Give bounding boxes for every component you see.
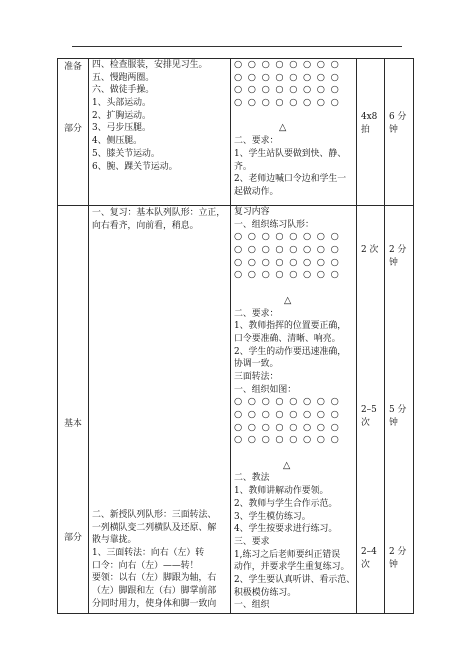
- content-line: 4、侧压腿。: [92, 136, 143, 147]
- blank-line: [234, 282, 356, 295]
- section-label-bottom: 部分: [64, 124, 82, 134]
- student-circle-icon: ○: [247, 409, 257, 420]
- method-line: 3、学生模仿练习。: [234, 511, 311, 522]
- formation-row: [234, 434, 356, 447]
- student-circle-icon: ○: [234, 59, 243, 70]
- formation-row: [234, 409, 356, 422]
- student-circle-icon: ○: [275, 269, 284, 281]
- content-cell: [89, 59, 231, 206]
- section-label-bottom: 部分: [64, 533, 82, 543]
- student-circle-icon: ○: [316, 256, 326, 268]
- student-circle-icon: ○: [261, 244, 270, 256]
- blank-line: [234, 110, 356, 123]
- duration-unit: 钟: [389, 417, 398, 428]
- reps-unit: 次: [361, 559, 370, 570]
- method-line: 4、学生按要求进行练习。: [234, 524, 338, 535]
- requirement-line: 口令要准确、清晰、响亮。: [234, 333, 341, 344]
- student-circle-icon: ○: [330, 97, 339, 109]
- content-line: 6、腕、踝关节运动。: [92, 161, 178, 172]
- student-circle-icon: ○: [289, 409, 298, 420]
- duration-value: 6 分: [389, 112, 407, 122]
- section-label-cell: [58, 206, 89, 614]
- duration-cell: [385, 206, 414, 614]
- student-circle-icon: ○: [316, 434, 326, 446]
- student-circle-icon: ○: [261, 97, 270, 109]
- reps-value: 2 次: [361, 245, 379, 255]
- student-circle-icon: ○: [302, 269, 312, 281]
- section-label-cell: [58, 59, 89, 206]
- student-circle-icon: ○: [261, 269, 270, 281]
- student-circle-icon: ○: [234, 396, 243, 408]
- duration-value: 2 分: [389, 547, 407, 557]
- content-line: （左）脚跟和左（右）脚掌前部: [92, 586, 217, 597]
- student-circle-icon: ○: [289, 396, 298, 408]
- student-circle-icon: ○: [247, 396, 257, 408]
- requirement-line: 1、教师指挥的位置要正确，: [234, 321, 347, 332]
- student-circle-icon: ○: [316, 231, 326, 243]
- student-circle-icon: ○: [302, 421, 312, 433]
- reps-cell: [357, 206, 385, 614]
- formation-row: [234, 396, 356, 409]
- student-circle-icon: ○: [302, 97, 312, 109]
- student-circle-icon: ○: [289, 244, 298, 256]
- student-circle-icon: ○: [261, 396, 270, 408]
- requirement-line: 2、老师边喊口令边和学生一: [234, 174, 347, 185]
- formation-row: [234, 231, 356, 244]
- formation-row: [234, 84, 356, 97]
- student-circle-icon: ○: [275, 244, 284, 256]
- student-circle-icon: ○: [275, 434, 284, 446]
- student-circle-icon: ○: [234, 421, 243, 433]
- organization-heading: 三面转法：: [234, 371, 279, 382]
- student-circle-icon: ○: [234, 97, 243, 109]
- content-line: 要领：以右（左）脚跟为轴，右: [92, 573, 217, 584]
- content-line: 散与靠拢。: [92, 535, 137, 546]
- student-circle-icon: ○: [289, 84, 298, 96]
- content-line: 二、新授队列队形：三面转法、: [92, 510, 217, 520]
- student-circle-icon: ○: [302, 256, 312, 268]
- basic-section-row: [58, 206, 414, 614]
- student-circle-icon: ○: [247, 71, 257, 83]
- student-circle-icon: ○: [261, 59, 270, 70]
- formation-row: [234, 257, 356, 270]
- method-line: 2、教师与学生合作示范。: [234, 498, 338, 509]
- section-label-top: 准备: [64, 62, 82, 72]
- student-circle-icon: ○: [289, 434, 298, 446]
- student-circle-icon: ○: [302, 434, 312, 446]
- student-circle-icon: ○: [289, 256, 298, 268]
- organization-cell: [231, 206, 357, 614]
- student-circle-icon: ○: [302, 71, 312, 83]
- student-circle-icon: ○: [275, 71, 284, 83]
- preparation-section-row: [58, 59, 414, 206]
- student-circle-icon: ○: [275, 84, 284, 96]
- student-circle-icon: ○: [289, 421, 298, 433]
- student-circle-icon: ○: [302, 231, 312, 243]
- organization-heading: 一、组织: [234, 600, 270, 611]
- content-line: 六、做徒手操。: [92, 85, 155, 96]
- student-circle-icon: ○: [247, 269, 257, 281]
- requirement-line: 齐。: [234, 161, 252, 172]
- method-line: 二、教法: [234, 473, 270, 484]
- new-lesson-block: [92, 509, 216, 611]
- content-line: 一、复习：基本队列队形：立正，: [92, 208, 226, 218]
- organization-cell: [231, 59, 357, 206]
- student-circle-icon: ○: [302, 59, 312, 70]
- requirement-line: 2、学生的动作要迅速准确，: [234, 346, 347, 357]
- content-line: 3、弓步压腿。: [92, 123, 151, 134]
- requirement-line: 起做动作。: [234, 186, 279, 197]
- content-line: 1、头部运动。: [92, 98, 151, 109]
- student-circle-icon: ○: [247, 231, 257, 243]
- requirement-line: 二、要求：: [234, 136, 279, 147]
- duration-value: 5 分: [389, 405, 407, 415]
- student-circle-icon: ○: [247, 256, 257, 268]
- student-circle-icon: ○: [330, 269, 339, 281]
- student-circle-icon: ○: [289, 71, 298, 83]
- student-circle-icon: ○: [247, 84, 257, 96]
- content-line: 分同时用力，使身体和脚一致向: [92, 598, 217, 609]
- student-circle-icon: ○: [330, 71, 339, 83]
- student-circle-icon: ○: [234, 231, 243, 243]
- student-circle-icon: ○: [261, 434, 270, 446]
- content-line: 5、膝关节运动。: [92, 148, 160, 159]
- blank-line: [234, 447, 356, 460]
- duration-unit: 钟: [389, 257, 398, 268]
- student-circle-icon: ○: [234, 244, 243, 256]
- student-circle-icon: ○: [275, 256, 284, 268]
- student-circle-icon: ○: [275, 396, 284, 408]
- formation-row: [234, 72, 356, 85]
- requirement-line: 1,练习之后老师要纠正错误: [234, 549, 341, 560]
- student-circle-icon: ○: [234, 434, 243, 446]
- student-circle-icon: ○: [289, 231, 298, 243]
- student-circle-icon: ○: [234, 71, 243, 83]
- formation-row: [234, 422, 356, 435]
- student-circle-icon: ○: [261, 231, 270, 243]
- student-circle-icon: ○: [302, 244, 312, 256]
- page-top-rule: [72, 46, 402, 47]
- student-circle-icon: ○: [247, 97, 257, 109]
- requirement-line: 2、学生要认真听讲、看示范、: [234, 574, 356, 585]
- student-circle-icon: ○: [247, 434, 257, 446]
- student-circle-icon: ○: [261, 256, 270, 268]
- requirement-line: 积极模仿练习。: [234, 587, 297, 598]
- student-circle-icon: ○: [234, 256, 243, 268]
- student-circle-icon: ○: [330, 59, 339, 70]
- student-circle-icon: ○: [316, 409, 326, 420]
- requirement-line: 1、学生站队要做到快、静、: [234, 148, 347, 159]
- student-circle-icon: ○: [316, 71, 326, 83]
- duration-value: 2 分: [389, 245, 407, 255]
- reps-unit: 次: [361, 417, 370, 428]
- student-circle-icon: ○: [247, 59, 257, 70]
- formation-row: [234, 59, 356, 72]
- content-line: 四、检查服装，安排见习生。: [92, 60, 208, 70]
- student-circle-icon: ○: [275, 231, 284, 243]
- content-line: 1、三面转法：向右（左）转: [92, 548, 205, 559]
- student-circle-icon: ○: [275, 97, 284, 109]
- formation-row: [234, 269, 356, 282]
- content-line: 口令：向右（左）——转！: [92, 560, 199, 571]
- student-circle-icon: ○: [261, 421, 270, 433]
- student-circle-icon: ○: [302, 409, 312, 420]
- requirement-line: 二、要求：: [234, 308, 279, 319]
- student-circle-icon: ○: [330, 409, 339, 420]
- organization-heading: 复习内容: [234, 207, 270, 217]
- content-line: 向右看齐，向前看，稍息。: [92, 220, 199, 231]
- student-circle-icon: ○: [316, 59, 326, 70]
- duration-cell: [385, 59, 414, 206]
- organization-heading: 一、组织如图：: [234, 384, 297, 395]
- student-circle-icon: ○: [330, 256, 339, 268]
- student-circle-icon: ○: [234, 269, 243, 281]
- student-circle-icon: ○: [261, 409, 270, 420]
- student-circle-icon: ○: [261, 84, 270, 96]
- student-circle-icon: ○: [247, 421, 257, 433]
- student-circle-icon: ○: [316, 269, 326, 281]
- student-circle-icon: ○: [289, 97, 298, 109]
- content-cell: [89, 206, 231, 614]
- content-line: 一列横队变二列横队及还原、解: [92, 522, 217, 533]
- student-circle-icon: ○: [316, 396, 326, 408]
- organization-heading: 一、组织练习队形：: [234, 219, 314, 230]
- student-circle-icon: ○: [289, 59, 298, 70]
- requirement-line: 动作，并要求学生重复练习。: [234, 562, 350, 573]
- student-circle-icon: ○: [275, 409, 284, 420]
- student-circle-icon: ○: [316, 421, 326, 433]
- student-circle-icon: ○: [234, 84, 243, 96]
- student-circle-icon: ○: [316, 84, 326, 96]
- reps-value: 4x8: [361, 112, 378, 122]
- student-circle-icon: ○: [330, 396, 339, 408]
- section-label-top: 基本: [64, 419, 82, 429]
- student-circle-icon: ○: [275, 421, 284, 433]
- student-circle-icon: ○: [247, 244, 257, 256]
- duration-unit: 钟: [389, 559, 398, 570]
- reps-value: 2–4: [361, 547, 377, 557]
- student-circle-icon: ○: [330, 231, 339, 243]
- reps-unit: 拍: [361, 124, 370, 135]
- lesson-plan-table: [57, 58, 414, 614]
- student-circle-icon: ○: [261, 71, 270, 83]
- method-line: 1、教师讲解动作要领。: [234, 486, 329, 497]
- student-circle-icon: ○: [330, 244, 339, 256]
- teacher-triangle-icon: △: [284, 294, 292, 306]
- formation-row: [234, 244, 356, 257]
- requirement-line: 协调一致。: [234, 359, 279, 370]
- student-circle-icon: ○: [330, 421, 339, 433]
- student-circle-icon: ○: [302, 396, 312, 408]
- student-circle-icon: ○: [275, 59, 284, 70]
- student-circle-icon: ○: [302, 84, 312, 96]
- content-line: 2、扩胸运动。: [92, 110, 151, 121]
- student-circle-icon: ○: [289, 269, 298, 281]
- student-circle-icon: ○: [330, 434, 339, 446]
- reps-cell: [357, 59, 385, 206]
- reps-value: 2–5: [361, 405, 377, 415]
- requirement-line: 三、要求: [234, 536, 270, 547]
- student-circle-icon: ○: [316, 97, 326, 109]
- teacher-triangle-icon: △: [279, 122, 287, 134]
- formation-row: [234, 97, 356, 110]
- teacher-triangle-icon: △: [283, 459, 291, 471]
- student-circle-icon: ○: [330, 84, 339, 96]
- duration-unit: 钟: [389, 124, 398, 135]
- student-circle-icon: ○: [234, 409, 243, 420]
- student-circle-icon: ○: [316, 244, 326, 256]
- content-line: 五、慢跑两圈。: [92, 72, 155, 83]
